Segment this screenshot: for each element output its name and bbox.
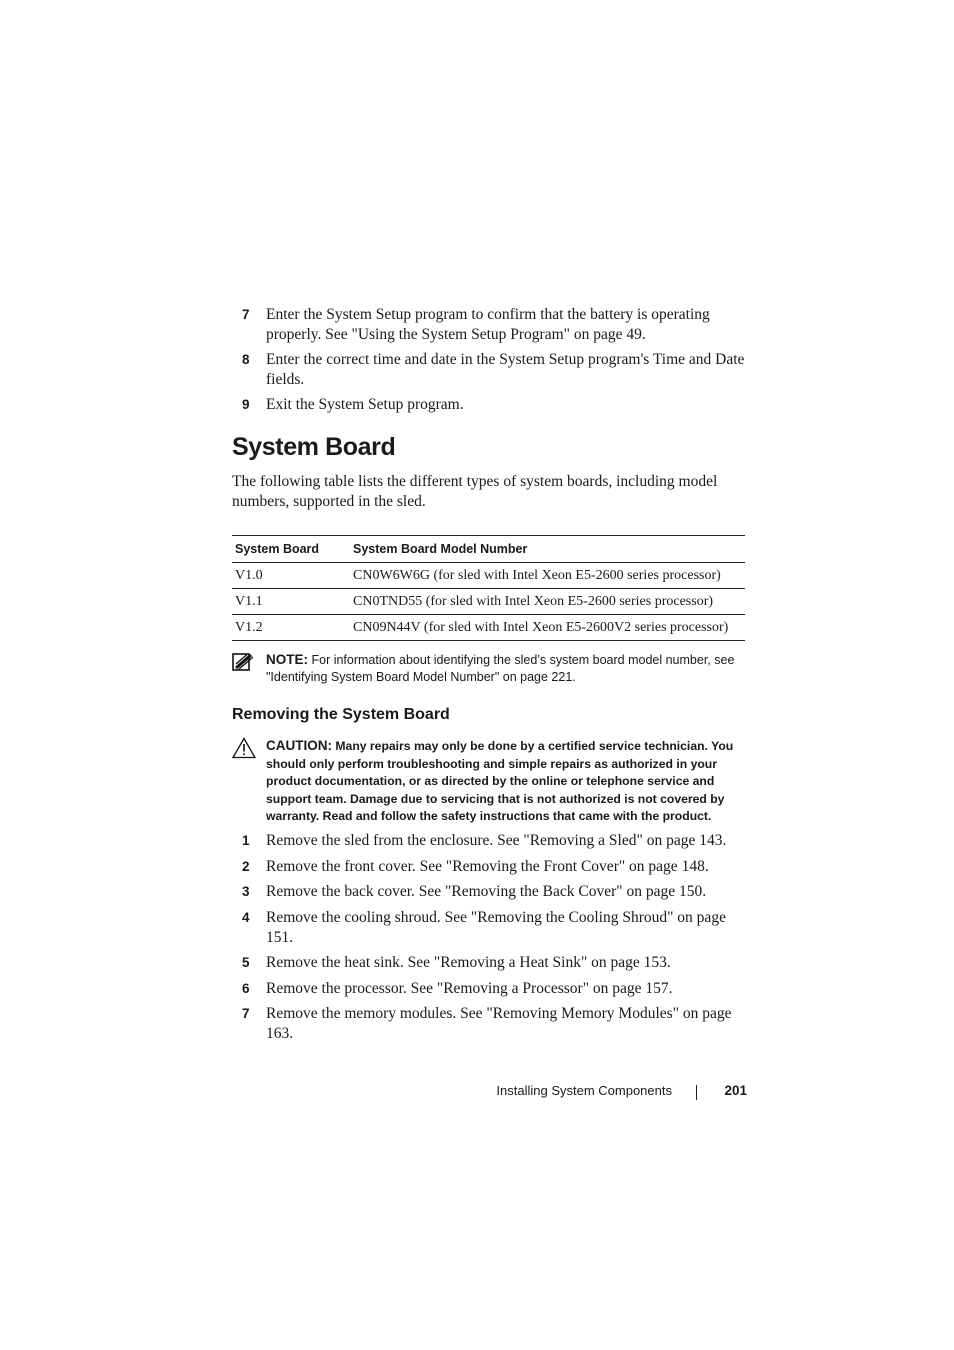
step-text: Remove the front cover. See "Removing the Front Cover" on page 148. <box>266 857 709 875</box>
step-text: Remove the cooling shroud. See "Removing the Cooling Shroud" on page 151. <box>266 908 726 946</box>
step-text: Exit the System Setup program. <box>266 396 464 413</box>
step-text: Remove the back cover. See "Removing the Back Cover" on page 150. <box>266 883 707 900</box>
step-number: 2 <box>242 858 250 874</box>
step-text: Enter the correct time and date in the System Setup program's Time and Date fields. <box>266 351 745 388</box>
section-intro: The following table lists the different types of system boards, including model numbers, supported in the sled. <box>232 473 718 510</box>
step-number: 1 <box>242 833 250 848</box>
board-version-cell: V1.2 <box>232 615 350 641</box>
removal-procedure-steps <box>232 831 747 1050</box>
footer-section-name: Installing System Components <box>496 1083 672 1098</box>
note-pencil-icon <box>232 653 254 671</box>
step-item <box>232 305 747 345</box>
table-row <box>232 615 745 641</box>
caution-label: CAUTION: <box>266 738 332 753</box>
caution-text: Many repairs may only be done by a certified service technician. You should only perform troubleshooting and simple repairs as authorized in your product documentation, or as directed by the online or telephone service and support team. Damage due to servicing that is not authorized is not covered by warranty. Read and follow the safety instructions that came with the product. <box>266 739 734 823</box>
step-number: 9 <box>242 397 250 412</box>
step-item <box>232 857 747 877</box>
column-header-model-number: System Board Model Number <box>350 536 745 563</box>
step-text: Remove the processor. See "Removing a Processor" on page 157. <box>266 979 673 997</box>
step-item <box>232 953 747 973</box>
step-item <box>232 979 747 999</box>
model-number-cell: CN0TND55 (for sled with Intel Xeon E5-2600 series processor) <box>350 589 745 615</box>
procedure-steps-continued <box>232 305 747 420</box>
step-text: Remove the heat sink. See "Removing a Heat Sink" on page 153. <box>266 954 671 971</box>
model-number-cell: CN09N44V (for sled with Intel Xeon E5-2600V2 series processor) <box>350 615 745 641</box>
step-number: 7 <box>242 1006 250 1021</box>
system-board-table <box>232 535 745 641</box>
step-item <box>232 908 747 948</box>
board-version-cell: V1.1 <box>232 589 350 615</box>
table-header-row <box>232 536 745 563</box>
page-footer <box>0 1083 954 1103</box>
step-text: Remove the sled from the enclosure. See "Removing a Sled" on page 143. <box>266 832 727 849</box>
footer-divider <box>696 1085 697 1100</box>
column-header-system-board: System Board <box>232 536 350 563</box>
step-number: 5 <box>242 955 250 970</box>
step-item <box>232 831 747 851</box>
note-callout <box>232 651 747 686</box>
step-item <box>232 882 747 902</box>
step-item <box>232 395 747 415</box>
caution-callout <box>232 737 747 826</box>
step-number: 8 <box>242 352 250 367</box>
table-row <box>232 589 745 615</box>
step-text: Remove the memory modules. See "Removing Memory Modules" on page 163. <box>266 1005 732 1042</box>
board-version-cell: V1.0 <box>232 563 350 589</box>
note-label: NOTE: <box>266 652 308 667</box>
step-item <box>232 350 747 390</box>
step-number: 3 <box>242 884 250 899</box>
table-row <box>232 563 745 589</box>
model-number-cell: CN0W6W6G (for sled with Intel Xeon E5-2600 series processor) <box>350 563 745 589</box>
page-number: 201 <box>724 1083 747 1098</box>
step-number: 7 <box>242 307 250 322</box>
caution-triangle-icon <box>232 737 256 759</box>
note-text: For information about identifying the sled’s system board model number, see "Identifying System Board Model Number" on page 221. <box>266 653 735 684</box>
section-title: System Board <box>232 433 396 461</box>
step-item <box>232 1004 747 1044</box>
step-number: 4 <box>242 909 250 925</box>
step-number: 6 <box>242 980 250 996</box>
step-text: Enter the System Setup program to confirm that the battery is operating properly. See "Using the System Setup Program" on page 49. <box>266 306 710 343</box>
subsection-title: Removing the System Board <box>232 706 450 723</box>
